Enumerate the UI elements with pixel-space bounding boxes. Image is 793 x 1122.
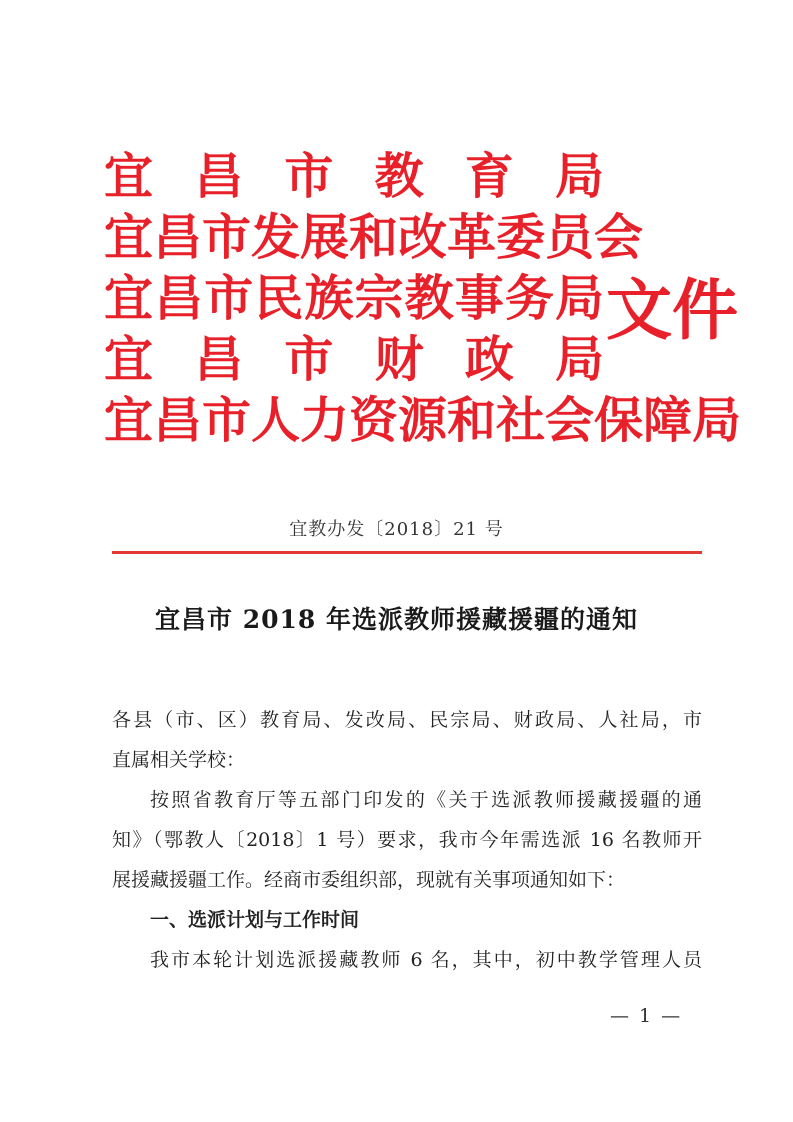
- issuer-development-reform-commission: 宜昌市发展和改革委员会: [104, 208, 644, 266]
- paragraph-line: 知》（鄂教人〔2018〕1 号）要求，我市今年需选派 16 名教师开: [112, 829, 702, 851]
- document-number: 宜教办发〔2018〕21 号: [289, 519, 504, 540]
- paragraph-line: 展援藏援疆工作。经商市委组织部，现就有关事项通知如下：: [112, 869, 626, 891]
- paragraph-1: [112, 780, 702, 900]
- paragraph-line: 按照省教育厅等五部门印发的《关于选派教师援藏援疆的通: [150, 789, 702, 811]
- issuer-education-bureau: 宜昌市教育局: [104, 147, 604, 205]
- addressee-line: 各县（市、区）教育局、发改局、民宗局、财政局、人社局，市: [112, 709, 702, 731]
- paragraph-line: 我市本轮计划选派援藏教师 6 名，其中，初中教学管理人员: [150, 949, 702, 971]
- paragraph-2: [112, 940, 702, 980]
- section-heading-1: 一、选派计划与工作时间: [150, 909, 360, 931]
- addressee-line: 直属相关学校：: [112, 749, 246, 771]
- document-title: 宜昌市 2018 年选派教师援藏援疆的通知: [155, 605, 638, 634]
- document-header-suffix: 文件: [606, 271, 738, 349]
- page-number: — 1 —: [610, 1005, 683, 1027]
- issuer-finance-bureau: 宜昌市财政局: [104, 330, 604, 388]
- issuer-ethnic-religious-affairs-bureau: 宜昌市民族宗教事务局: [104, 269, 604, 327]
- red-divider-line: [112, 551, 702, 554]
- addressee: [112, 700, 702, 780]
- issuer-hr-social-security-bureau: 宜昌市人力资源和社会保障局: [104, 391, 742, 449]
